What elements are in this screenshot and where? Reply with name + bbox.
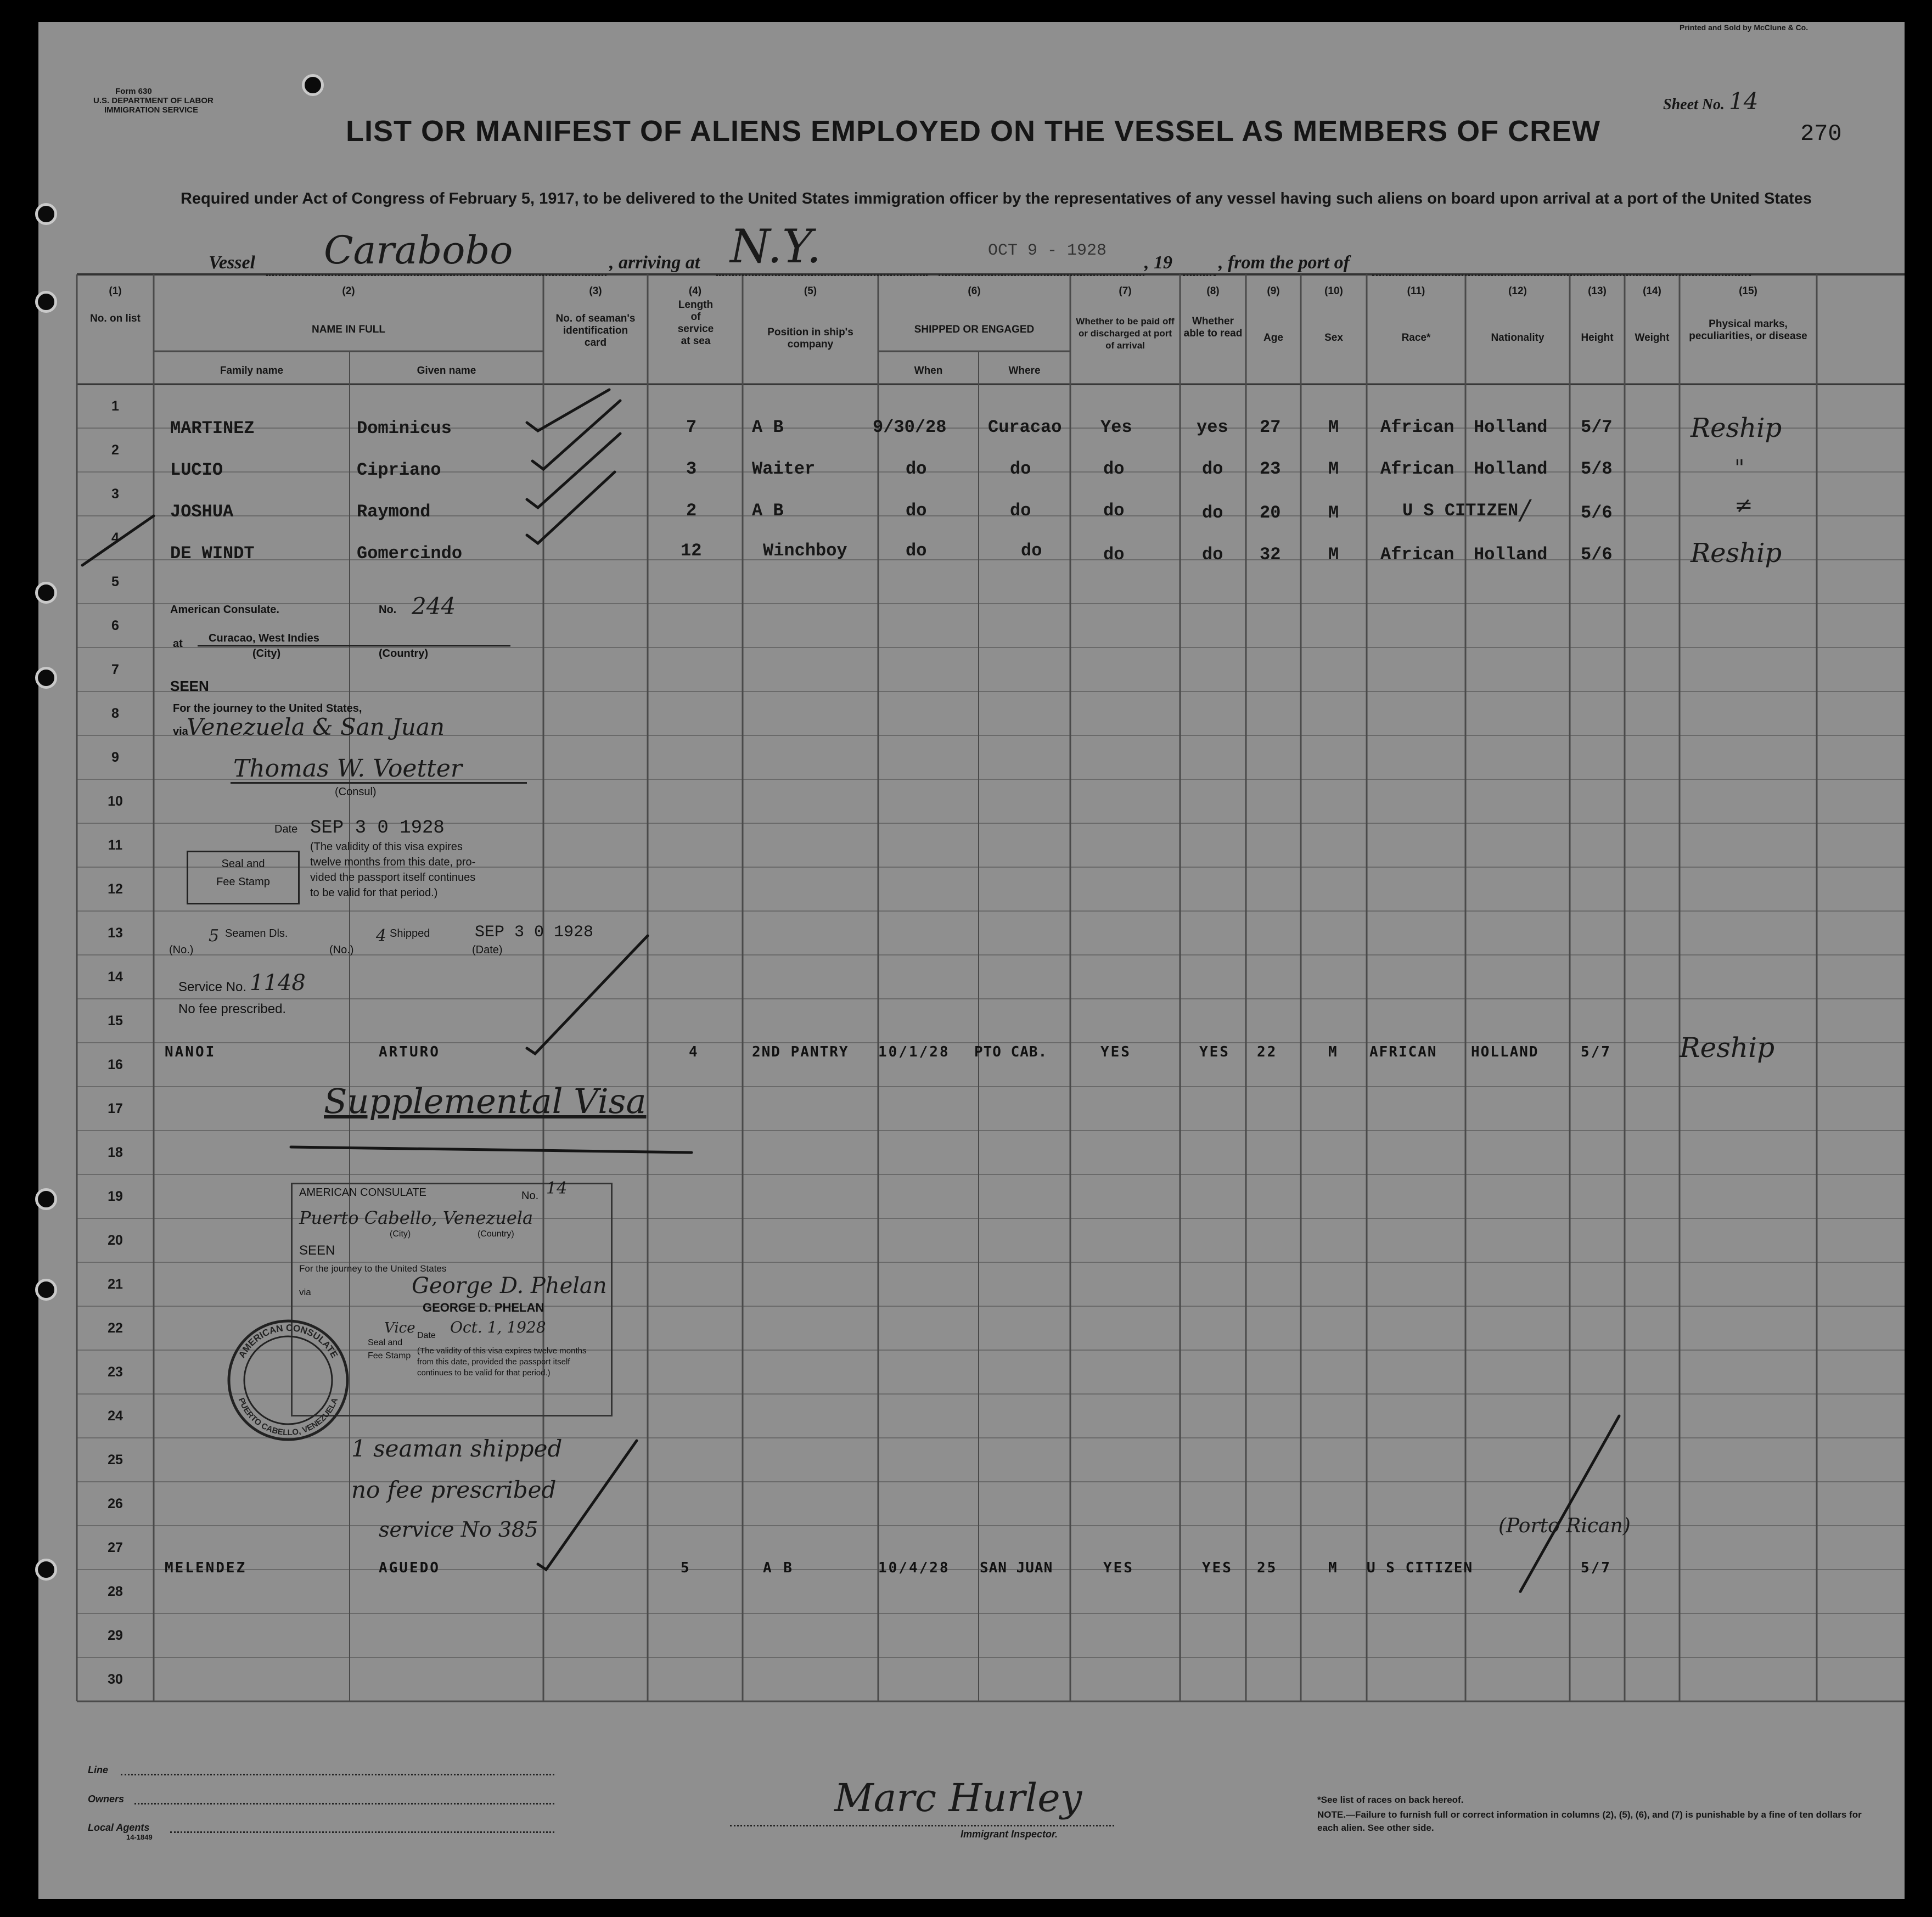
arriving-port: N.Y. xyxy=(730,220,822,273)
crew-family: MARTINEZ xyxy=(170,418,255,439)
vessel-label: Vessel xyxy=(209,252,255,273)
col11-label: Race* xyxy=(1401,332,1431,344)
crew-given: Raymond xyxy=(357,502,431,522)
crew-height: 5/6 xyxy=(1581,544,1613,565)
note2-line3: service No 385 xyxy=(379,1517,538,1542)
crew-nationality: Holland xyxy=(1474,459,1548,479)
crew-position: A B xyxy=(752,417,784,437)
stamp2-seen: SEEN xyxy=(299,1243,335,1258)
crew-read: YES xyxy=(1199,1044,1230,1060)
footer-owners-label: Owners xyxy=(88,1794,125,1804)
crew-race: African xyxy=(1380,544,1454,565)
stamp2-validity: (The validity of this visa expires twelve months from this date, provided the passport itself continues to be valid for that period.) xyxy=(417,1346,587,1378)
stamp2-city: (City) xyxy=(390,1229,411,1239)
crew-race: African xyxy=(1380,417,1454,437)
row-number: 26 xyxy=(108,1496,123,1511)
sheet-number: 14 xyxy=(1729,88,1759,115)
row-number: 17 xyxy=(108,1101,123,1116)
col2-label: NAME IN FULL xyxy=(311,324,386,335)
note2-line1: 1 seaman shipped xyxy=(351,1435,563,1462)
crew-marks: " xyxy=(1734,456,1745,481)
crew-family: DE WINDT xyxy=(170,543,255,564)
crew-age: 23 xyxy=(1260,459,1281,479)
col15-label: Physical marks, peculiarities, or disease xyxy=(1689,318,1807,342)
row-number: 27 xyxy=(108,1540,123,1555)
crew-height: 5/8 xyxy=(1581,459,1613,479)
stamp1-validity-4: to be valid for that period.) xyxy=(310,887,438,899)
crew-family: NANOI xyxy=(165,1044,216,1060)
crew-given: Cipriano xyxy=(357,460,441,480)
crew-paid-off: YES xyxy=(1100,1044,1131,1060)
crew-paid-off: Yes xyxy=(1100,417,1132,437)
crew-when: 10/1/28 xyxy=(878,1044,950,1060)
seal-top-text: AMERICAN CONSULATE xyxy=(236,1322,340,1360)
arrival-date-stamp: OCT 9 - 1928 xyxy=(988,241,1107,260)
row-number: 1 xyxy=(111,398,119,414)
stamp2-no-label: No. xyxy=(521,1190,539,1202)
sheet-label: Sheet No. xyxy=(1663,96,1725,113)
stamp1-validity-1: (The validity of this visa expires xyxy=(310,841,463,853)
crew-paid-off: do xyxy=(1103,544,1125,565)
stamp1-country: (Country) xyxy=(379,648,428,660)
col6-label: SHIPPED OR ENGAGED xyxy=(914,324,1035,335)
crew-height: 5/7 xyxy=(1581,1560,1611,1576)
crew-marks: Reship xyxy=(1690,538,1782,569)
crew-sex: M xyxy=(1328,417,1339,437)
stamp1-seal-1: Seal and xyxy=(221,858,265,870)
page-subtitle: Required under Act of Congress of February 5, 1917, to be delivered to the United States immigration officer by the representatives of any vessel having such aliens on board upon arrival at a port of the United States xyxy=(180,190,1812,207)
crew-height: 5/7 xyxy=(1581,417,1613,437)
row-number: 21 xyxy=(108,1277,123,1292)
crew-where: do xyxy=(1010,459,1031,479)
col13-label: Height xyxy=(1581,332,1614,344)
row-number: 12 xyxy=(108,881,123,897)
manifest-sheet xyxy=(38,22,1905,1899)
col7-num: (7) xyxy=(1119,285,1132,297)
col10-num: (10) xyxy=(1324,285,1343,297)
stamp2-vice: Vice xyxy=(384,1320,415,1336)
row-number: 11 xyxy=(108,837,123,853)
stamp1-date-small: (Date) xyxy=(472,944,503,956)
crew-race: AFRICAN xyxy=(1369,1044,1437,1060)
stamp2-country: (Country) xyxy=(478,1229,514,1239)
col13-num: (13) xyxy=(1588,285,1607,297)
arriving-label: , arriving at xyxy=(609,252,700,273)
col2-family: Family name xyxy=(220,365,284,376)
crew-position: A B xyxy=(763,1560,794,1576)
row-number: 6 xyxy=(111,618,119,633)
row-number: 22 xyxy=(108,1320,123,1336)
crew-service: 5 xyxy=(681,1560,691,1576)
row-number: 2 xyxy=(111,442,119,458)
col7-label: Whether to be paid off or discharged at port of arrival xyxy=(1076,316,1175,351)
col5-num: (5) xyxy=(804,285,817,297)
stamp2-via-label: via xyxy=(299,1287,311,1297)
footer-agents-label: Local Agents xyxy=(88,1822,150,1833)
footer-line-label: Line xyxy=(88,1764,109,1775)
col6-when: When xyxy=(914,365,943,376)
crew-read: YES xyxy=(1202,1560,1233,1576)
seal-bottom-text: PUERTO CABELLO, VENEZUELA xyxy=(236,1396,340,1438)
col2-num: (2) xyxy=(342,285,355,297)
crew-where: do xyxy=(1010,501,1031,521)
stamp2-journey: For the journey to the United States xyxy=(299,1263,447,1274)
crew-age: 32 xyxy=(1260,544,1281,565)
crew-sex: M xyxy=(1328,1560,1339,1576)
stamp1-seal-box xyxy=(187,851,300,904)
col3-label: No. of seaman's identification card xyxy=(555,313,636,348)
crew-race: African xyxy=(1380,459,1454,479)
consulate-seal-icon xyxy=(222,1314,354,1446)
crew-sex: M xyxy=(1328,503,1339,523)
row-number: 24 xyxy=(108,1408,123,1424)
row-number: 16 xyxy=(108,1057,123,1072)
col14-num: (14) xyxy=(1643,285,1661,297)
row-number: 13 xyxy=(108,925,123,941)
stamp1-date-label: Date xyxy=(274,823,298,835)
service-name: IMMIGRATION SERVICE xyxy=(104,105,199,115)
stamp1-shipped-count: 4 xyxy=(376,926,387,946)
row-number: 8 xyxy=(111,706,119,721)
row-number: 4 xyxy=(111,530,119,546)
crew-nationality: Holland xyxy=(1474,544,1548,565)
col4-label: Length of service at sea xyxy=(677,299,714,347)
crew-paid-off: do xyxy=(1103,501,1125,521)
row-number: 19 xyxy=(108,1189,123,1204)
stamp1-no2: (No.) xyxy=(329,944,354,956)
crew-height: 5/7 xyxy=(1581,1044,1611,1060)
stamp1-service-label: Service No. xyxy=(178,980,247,994)
crew-where: do xyxy=(1021,541,1042,561)
crew-family: LUCIO xyxy=(170,460,223,480)
col2-given: Given name xyxy=(417,365,476,376)
crew-given: Gomercindo xyxy=(357,543,463,564)
vessel-name: Carabobo xyxy=(324,228,513,273)
crew-marks: Reship xyxy=(1690,413,1782,443)
stamp1-at: at xyxy=(173,638,183,650)
row-number: 10 xyxy=(108,794,123,809)
stamp2-consulate: AMERICAN CONSULATE xyxy=(299,1187,426,1199)
stamp1-shipped-label: Shipped xyxy=(390,927,430,940)
col5-label: Position in ship's company xyxy=(767,327,853,350)
stamp1-seamen-label: Seamen Dls. xyxy=(225,927,288,940)
crew-age: 27 xyxy=(1260,417,1281,437)
stamp1-consulate: American Consulate. xyxy=(170,604,279,616)
stamp1-no1: (No.) xyxy=(169,944,194,956)
col9-label: Age xyxy=(1263,332,1283,344)
row-number: 18 xyxy=(108,1145,123,1160)
col8-label: Whether able to read xyxy=(1183,316,1243,339)
inspector-label: Immigrant Inspector. xyxy=(961,1829,1058,1840)
crew-position: Waiter xyxy=(752,459,816,479)
footer-races-note: *See list of races on back hereof. xyxy=(1317,1795,1464,1805)
stamp1-no-value: 244 xyxy=(412,593,456,620)
col4-num: (4) xyxy=(688,285,702,297)
footer-form-code: 14-1849 xyxy=(126,1833,153,1841)
crew-read: do xyxy=(1202,503,1223,523)
col6-where: Where xyxy=(1008,365,1041,376)
crew-read: yes xyxy=(1197,417,1228,437)
crew-paid-off: YES xyxy=(1103,1560,1134,1576)
crew-height: 5/6 xyxy=(1581,503,1613,523)
crew-service: 12 xyxy=(681,541,702,561)
stamp2-place: Puerto Cabello, Venezuela xyxy=(299,1207,533,1228)
citizen-tick: / xyxy=(1520,494,1530,526)
col10-label: Sex xyxy=(1324,332,1343,344)
col6-num: (6) xyxy=(968,285,981,297)
col15-num: (15) xyxy=(1739,285,1757,297)
crew-where: PTO CAB. xyxy=(974,1044,1048,1060)
stamp1-city: (City) xyxy=(252,648,281,660)
crew-race: U S CITIZEN xyxy=(1367,1560,1474,1576)
stamp1-seamen-count: 5 xyxy=(209,926,220,946)
row-number: 15 xyxy=(108,1013,123,1028)
row-number: 23 xyxy=(108,1364,123,1380)
crew-when: 10/4/28 xyxy=(878,1560,950,1576)
row-number: 14 xyxy=(108,969,123,985)
crew-when: do xyxy=(906,459,927,479)
crew-given: Dominicus xyxy=(357,418,452,439)
stamp1-via-label: via xyxy=(173,726,188,738)
stamp1-seen: SEEN xyxy=(170,678,209,694)
crew-given: AGUEDO xyxy=(379,1560,440,1576)
crew-where: Curacao xyxy=(988,417,1062,437)
stamp2-date-label: Date xyxy=(417,1331,436,1340)
stamp2-no-value: 14 xyxy=(546,1179,568,1198)
col12-label: Nationality xyxy=(1491,332,1545,344)
crew-position: 2ND PANTRY xyxy=(752,1044,849,1060)
stamp1-fee: No fee prescribed. xyxy=(178,1002,287,1016)
stamp2-seal-1: Seal and xyxy=(368,1338,403,1347)
row-number: 29 xyxy=(108,1628,123,1643)
col12-num: (12) xyxy=(1508,285,1527,297)
crew-marks-strike: ≠ xyxy=(1734,493,1753,518)
stamp1-consul-signature: Thomas W. Voetter xyxy=(233,755,462,783)
svg-text:PUERTO CABELLO, VENEZUELA xyxy=(237,1397,340,1438)
crew-nationality: Holland xyxy=(1474,417,1548,437)
crew-service: 7 xyxy=(686,417,697,437)
row-number: 30 xyxy=(108,1672,123,1687)
year-label: , 19 xyxy=(1144,252,1172,273)
crew-sex: M xyxy=(1328,544,1339,565)
crew-paid-off: do xyxy=(1103,459,1125,479)
col9-num: (9) xyxy=(1267,285,1280,297)
stamp1-validity-3: vided the passport itself continues xyxy=(310,872,476,884)
col11-num: (11) xyxy=(1407,285,1425,297)
crew-nationality: HOLLAND xyxy=(1471,1044,1539,1060)
note2-line2: no fee prescribed xyxy=(351,1476,557,1503)
crew-age: 20 xyxy=(1260,503,1281,523)
form-number: Form 630 xyxy=(115,87,152,96)
crew-read: do xyxy=(1202,459,1223,479)
department: U.S. DEPARTMENT OF LABOR xyxy=(93,96,214,105)
page-number: 270 xyxy=(1800,121,1842,147)
crew-read: do xyxy=(1202,544,1223,565)
stamp1-place: Curacao, West Indies xyxy=(209,632,319,644)
row-number: 20 xyxy=(108,1233,123,1248)
crew-sex: M xyxy=(1328,1044,1339,1060)
row-number: 28 xyxy=(108,1584,123,1599)
crew-family: MELENDEZ xyxy=(165,1560,247,1576)
stamp1-via: Venezuela & San Juan xyxy=(187,713,445,740)
stamp1-consul-title: (Consul) xyxy=(335,786,377,798)
crew-when: 9/30/28 xyxy=(873,417,947,437)
row-number: 7 xyxy=(111,662,119,677)
printer-credit: Printed and Sold by McClune & Co. xyxy=(1680,23,1809,32)
pen-checkmarks xyxy=(38,22,1905,1899)
col1-label: No. on list xyxy=(90,313,141,324)
col3-num: (3) xyxy=(589,285,602,297)
crew-race: U S CITIZEN xyxy=(1402,501,1519,521)
stamp1-journey: For the journey to the United States, xyxy=(173,702,362,715)
stamp1-no-label: No. xyxy=(379,604,397,616)
from-port-label: , from the port of xyxy=(1218,252,1350,273)
crew-service: 3 xyxy=(686,459,697,479)
crew-position: Winchboy xyxy=(763,541,847,561)
crew-given: ARTURO xyxy=(379,1044,440,1060)
row-number: 3 xyxy=(111,486,119,502)
stamp1-validity-2: twelve months from this date, pro- xyxy=(310,856,476,868)
stamp1-service-no: 1148 xyxy=(250,970,306,996)
crew-service: 4 xyxy=(689,1044,699,1060)
crew-sex: M xyxy=(1328,459,1339,479)
crew-when: do xyxy=(906,541,927,561)
crew-family: JOSHUA xyxy=(170,502,234,522)
stamp1-date: SEP 3 0 1928 xyxy=(310,818,445,839)
stamp1-shipped-date: SEP 3 0 1928 xyxy=(475,923,594,942)
stamp2-seal-2: Fee Stamp xyxy=(368,1351,411,1361)
row-number: 25 xyxy=(108,1452,123,1468)
row-number: 5 xyxy=(111,574,119,589)
crew-age: 22 xyxy=(1257,1044,1278,1060)
stamp2-consul-name: GEORGE D. PHELAN xyxy=(423,1301,544,1314)
supplemental-visa: Supplemental Visa xyxy=(324,1081,647,1121)
col1-num: (1) xyxy=(109,285,122,297)
stamp2-signature: George D. Phelan xyxy=(412,1273,607,1298)
col8-num: (8) xyxy=(1206,285,1220,297)
page-title: LIST OR MANIFEST OF ALIENS EMPLOYED ON THE VESSEL AS MEMBERS OF CREW xyxy=(346,115,1601,148)
stamp1-seal-2: Fee Stamp xyxy=(216,876,270,888)
crew-position: A B xyxy=(752,501,784,521)
crew-service: 2 xyxy=(686,501,697,521)
crew-where: SAN JUAN xyxy=(980,1560,1053,1576)
row-number: 9 xyxy=(111,750,119,765)
crew-nationality: (Porto Rican) xyxy=(1498,1515,1631,1537)
crew-when: do xyxy=(906,501,927,521)
col14-label: Weight xyxy=(1635,332,1670,344)
stamp2-date: Oct. 1, 1928 xyxy=(450,1318,546,1336)
crew-age: 25 xyxy=(1257,1560,1278,1576)
crew-marks: Reship xyxy=(1680,1032,1775,1064)
inspector-signature: Marc Hurley xyxy=(834,1775,1082,1820)
footer-penalty-note: NOTE.—Failure to furnish full or correct information in columns (2), (5), (6), and (7) is punishable by a fine of ten dollars for each alien. See other side. xyxy=(1317,1809,1862,1833)
